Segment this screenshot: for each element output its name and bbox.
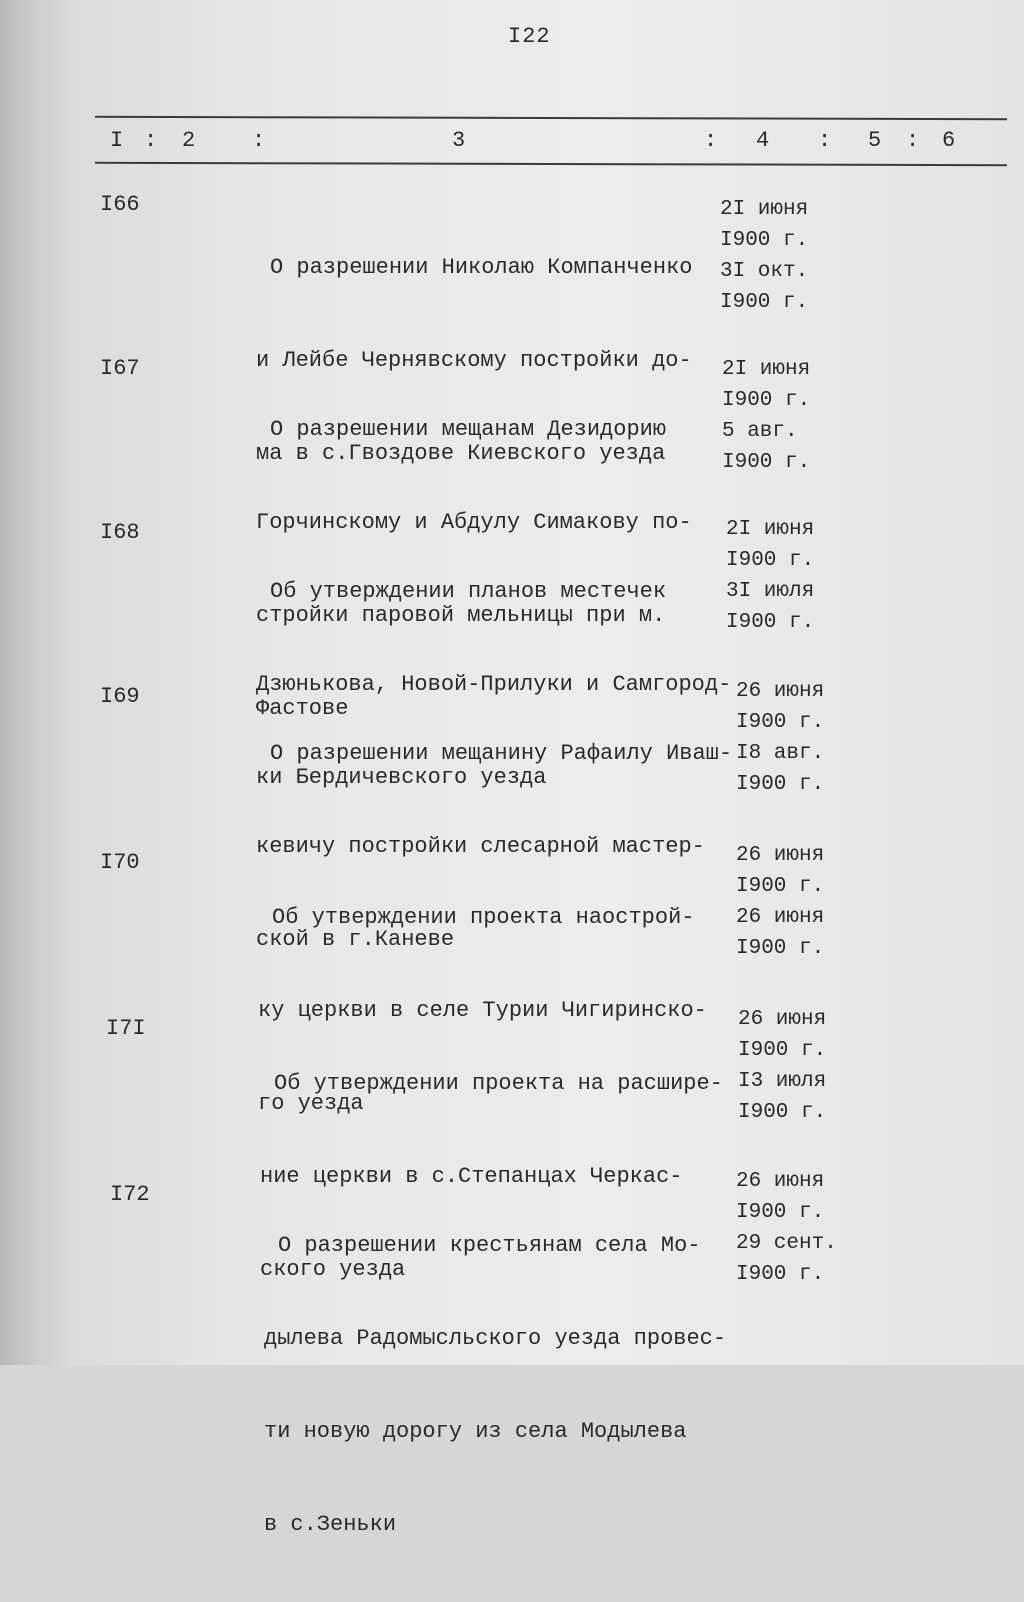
date-start-year: I900 г. — [726, 549, 815, 572]
description-line: О разрешении крестьянам села Мо- — [278, 1233, 701, 1258]
description-line: ние церкви в с.Степанцах Черкас- — [260, 1164, 683, 1189]
column-header-3: 3 — [452, 128, 466, 153]
column-header-2: 2 — [182, 128, 196, 153]
page-binding-shadow — [0, 0, 70, 1365]
date-end-day: 5 авг. — [722, 420, 798, 443]
date-start-day: 26 июня — [736, 680, 825, 703]
description-line: Об утверждении проекта на расшире- — [274, 1071, 723, 1096]
column-header-1: I — [110, 128, 124, 153]
description-line: и Лейбе Чернявскому постройки до- — [256, 348, 692, 373]
entry-dates — [738, 1004, 826, 1128]
date-end-year: I900 г. — [720, 291, 809, 314]
entry-number: I70 — [100, 850, 140, 875]
entry-description — [264, 1168, 726, 1602]
column-header-6: 6 — [942, 128, 956, 153]
entry-dates — [736, 840, 824, 964]
date-end-year: I900 г. — [736, 773, 825, 796]
date-end-year: I900 г. — [726, 611, 815, 634]
description-line: ти новую дорогу из села Модылева — [264, 1419, 687, 1444]
entry-number: I72 — [110, 1182, 150, 1207]
date-end-day: 29 сент. — [736, 1232, 837, 1255]
description-line: ского уезда — [260, 1257, 406, 1282]
date-end-year: I900 г. — [722, 451, 811, 474]
date-start-year: I900 г. — [736, 875, 825, 898]
entry-number: I68 — [100, 520, 140, 545]
description-line: Фастове — [256, 696, 349, 721]
description-line: стройки паровой мельницы при м. — [256, 603, 666, 628]
description-line: Дзюнькова, Новой-Прилуки и Самгород- — [256, 672, 732, 697]
entry-dates — [722, 354, 810, 478]
description-line: го уезда — [258, 1091, 364, 1116]
description-line: дылева Радомысльского уезда провес- — [264, 1326, 727, 1351]
description-line: Об утверждении планов местечек — [270, 579, 667, 604]
column-header-5: 5 — [868, 128, 882, 153]
date-start-year: I900 г. — [722, 389, 811, 412]
column-separator: : — [906, 128, 920, 153]
description-line: Об утверждении проекта наострой- — [272, 905, 695, 930]
entry-number: I67 — [100, 356, 140, 381]
date-start-day: 26 июня — [736, 844, 825, 867]
description-line: ма в с.Гвоздове Киевского уезда — [256, 441, 666, 466]
date-start-year: I900 г. — [736, 711, 825, 734]
column-separator: : — [144, 128, 158, 153]
entry-dates — [720, 194, 808, 318]
date-start-year: I900 г. — [736, 1201, 825, 1224]
entry-number: I7I — [106, 1016, 146, 1041]
date-start-day: 2I июня — [720, 198, 809, 221]
description-line: ку церкви в селе Турии Чигиринско- — [258, 998, 707, 1023]
description-line: ки Бердичевского уезда — [256, 765, 547, 790]
date-end-year: I900 г. — [736, 937, 825, 960]
description-line: в с.Зеньки — [264, 1512, 397, 1537]
date-end-day: 26 июня — [736, 906, 825, 929]
date-start-year: I900 г. — [720, 229, 809, 252]
entry-dates — [736, 1166, 837, 1290]
entry-number: I69 — [100, 684, 140, 709]
date-end-year: I900 г. — [736, 1263, 825, 1286]
column-separator: : — [818, 128, 832, 153]
date-end-day: 3I окт. — [720, 260, 809, 283]
date-start-day: 2I июня — [726, 518, 815, 541]
entry-number: I66 — [100, 192, 140, 217]
entry-dates — [726, 514, 814, 638]
column-separator: : — [252, 128, 266, 153]
date-end-day: I3 июля — [738, 1070, 827, 1093]
page-number: I22 — [508, 24, 551, 49]
date-end-day: 3I июля — [726, 580, 815, 603]
column-header-4: 4 — [756, 128, 770, 153]
column-separator: : — [704, 128, 718, 153]
date-start-day: 26 июня — [736, 1170, 825, 1193]
entry-dates — [736, 676, 824, 800]
date-start-day: 2I июня — [722, 358, 811, 381]
date-end-day: I8 авг. — [736, 742, 825, 765]
description-line: О разрешении мещанину Рафаилу Иваш- — [270, 741, 733, 766]
date-start-year: I900 г. — [738, 1039, 827, 1062]
description-line: О разрешении мещанам Дезидорию — [270, 417, 667, 442]
description-line: ской в г.Каневе — [256, 927, 455, 952]
description-line: кевичу постройки слесарной мастер- — [256, 834, 705, 859]
date-start-day: 26 июня — [738, 1008, 827, 1031]
description-line: О разрешении Николаю Компанченко — [270, 255, 693, 280]
description-line: Горчинскому и Абдулу Симакову по- — [256, 510, 692, 535]
date-end-year: I900 г. — [738, 1101, 827, 1124]
